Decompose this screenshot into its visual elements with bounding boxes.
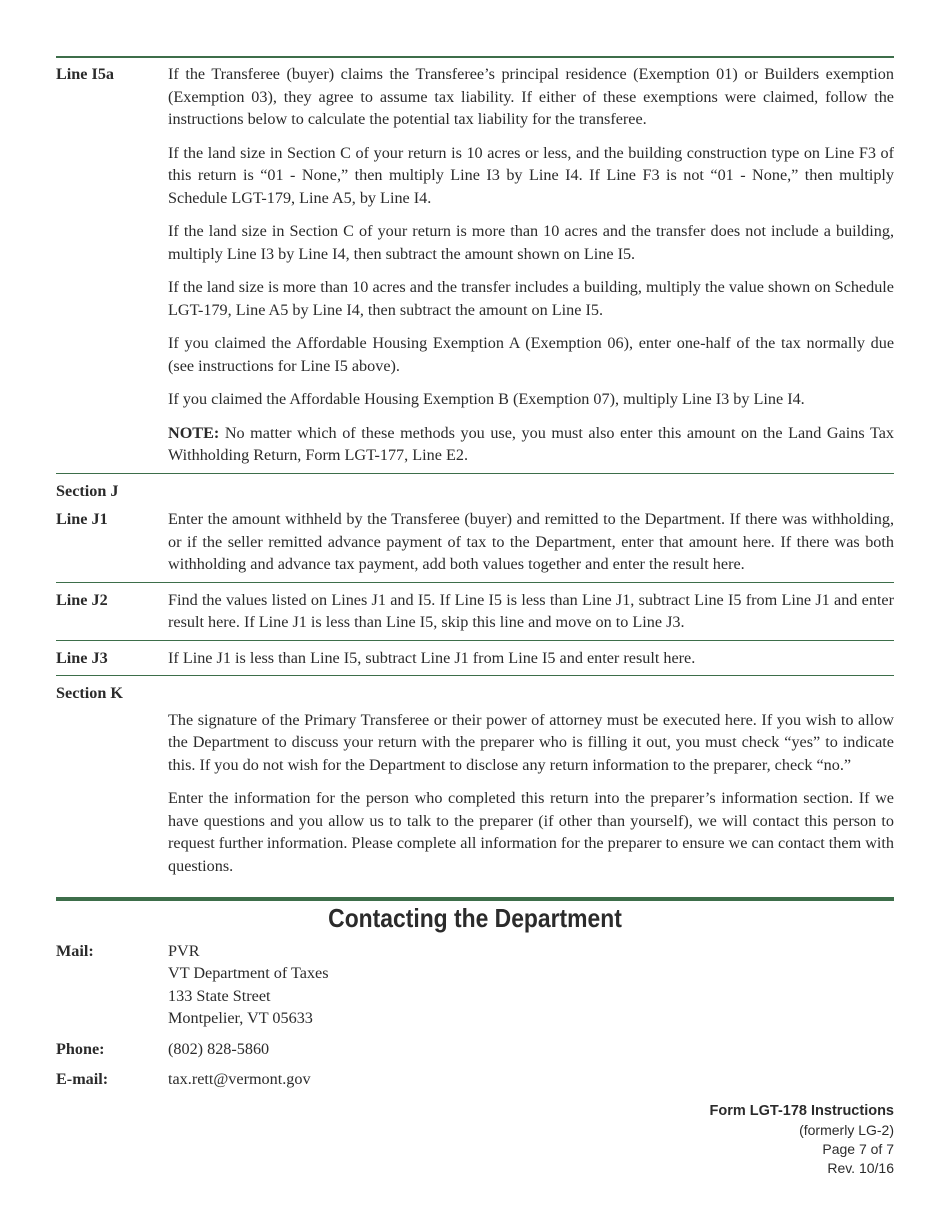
line-i5a-label: Line I5a bbox=[56, 65, 115, 83]
form-formerly: (formerly LG-2) bbox=[799, 1122, 894, 1138]
section-k-paragraph: Enter the information for the person who completed this return into the preparer’s information section. If we have questions and you allow us to talk to the preparer (if other than yourself), we will contact this person to request further information. Please complete all information for the preparer to ensure we can contact them with questions. bbox=[168, 789, 894, 875]
line-j3-section bbox=[56, 641, 894, 676]
phone-label: Phone: bbox=[56, 1039, 105, 1058]
line-i5a-note bbox=[168, 422, 894, 467]
section-k-header bbox=[56, 676, 894, 709]
line-i5a-paragraph: If you claimed the Affordable Housing Exemption A (Exemption 06), enter one-half of the tax normally due (see instructions for Line I5 above). bbox=[168, 334, 894, 375]
line-i5a-paragraph: If you claimed the Affordable Housing Exemption B (Exemption 07), multiply Line I3 by Line I4. bbox=[168, 390, 805, 408]
line-i5a-section bbox=[56, 58, 894, 473]
section-j-header bbox=[56, 474, 894, 509]
section-j-label: Section J bbox=[56, 481, 119, 500]
section-k-body-row bbox=[56, 709, 894, 898]
line-i5a-paragraph: If the land size in Section C of your return is 10 acres or less, and the building construction type on Line F3 of this return is “01 - None,” then multiply Line I3 by Line I4. If Line F3 is not “01 - None,” then multiply Schedule LGT-179, Line A5, by Line I4. bbox=[168, 143, 894, 207]
address-line: VT Department of Taxes bbox=[168, 964, 329, 982]
line-i5a-paragraph: If the Transferee (buyer) claims the Transferee’s principal residence (Exemption 01) or Builders exemption (Exemption 03), they agree to assume tax liability. If either of these exemptions were claimed, follow the instructions below to calculate the potential tax liability for the transferee. bbox=[168, 65, 894, 128]
address-line: 133 State Street bbox=[168, 986, 271, 1005]
contact-rule bbox=[56, 897, 894, 901]
line-j2-label: Line J2 bbox=[56, 590, 108, 609]
phone-row bbox=[56, 1038, 894, 1061]
revision: Rev. 10/16 bbox=[827, 1160, 894, 1176]
section-k-body bbox=[168, 709, 894, 878]
line-i5a-body bbox=[168, 63, 894, 467]
line-j1-text: Enter the amount withheld by the Transferee (buyer) and remitted to the Department. If there was withholding, or if the seller remitted advance payment of tax to the Department, enter that amount here. If there was both withholding and advance tax payment, add both values together and enter the result here. bbox=[168, 510, 894, 573]
form-title: Form LGT-178 Instructions bbox=[709, 1103, 894, 1119]
email-address: tax.rett@vermont.gov bbox=[168, 1070, 311, 1088]
line-j3-text: If Line J1 is less than Line I5, subtract Line J1 from Line I5 and enter result here. bbox=[168, 648, 696, 667]
line-i5a-paragraph: If the land size is more than 10 acres and the transfer includes a building, multiply the value shown on Schedule LGT-179, Line A5 by Line I4, then subtract the amount on Line I5. bbox=[168, 278, 894, 319]
line-j3-label: Line J3 bbox=[56, 648, 108, 667]
line-j1-label: Line J1 bbox=[56, 510, 108, 528]
page-number: Page 7 of 7 bbox=[822, 1141, 894, 1157]
section-k-label: Section K bbox=[56, 684, 123, 702]
address-line: PVR bbox=[168, 941, 200, 960]
mail-label: Mail: bbox=[56, 941, 94, 960]
line-j1-section bbox=[56, 508, 894, 582]
email-label: E-mail: bbox=[56, 1070, 109, 1088]
phone-number: (802) 828-5860 bbox=[168, 1039, 270, 1058]
email-row bbox=[56, 1068, 894, 1091]
line-j2-text: Find the values listed on Lines J1 and I5. If Line I5 is less than Line J1, subtract Line I5 from Line J1 and enter result here. If Line J1 is less than Line I5, skip this line and move on to Line J3. bbox=[168, 590, 894, 631]
mail-row bbox=[56, 940, 894, 1030]
line-j2-section bbox=[56, 583, 894, 640]
line-i5a-paragraph: If the land size in Section C of your return is more than 10 acres and the transfer does not include a building, multiply Line I3 by Line I4, then subtract the amount shown on Line I5. bbox=[168, 222, 894, 263]
note-text: No matter which of these methods you use, you must also enter this amount on the Land Gains Tax Withholding Return, Form LGT-177, Line E2. bbox=[168, 423, 894, 464]
note-label: NOTE: bbox=[168, 423, 220, 442]
form-footer bbox=[710, 1102, 895, 1178]
instructions-page bbox=[56, 56, 894, 1099]
section-k-paragraph: The signature of the Primary Transferee or their power of attorney must be executed here. If you wish to allow the Department to discuss your return with the preparer who is filling it out, you must check “yes” to indicate this. If you do not wish for the Department to disclose any return information to the preparer, check “no.” bbox=[168, 710, 894, 774]
address-line: Montpelier, VT 05633 bbox=[168, 1009, 313, 1027]
contact-heading: Contacting the Department bbox=[328, 903, 622, 933]
mail-address bbox=[168, 940, 329, 1030]
